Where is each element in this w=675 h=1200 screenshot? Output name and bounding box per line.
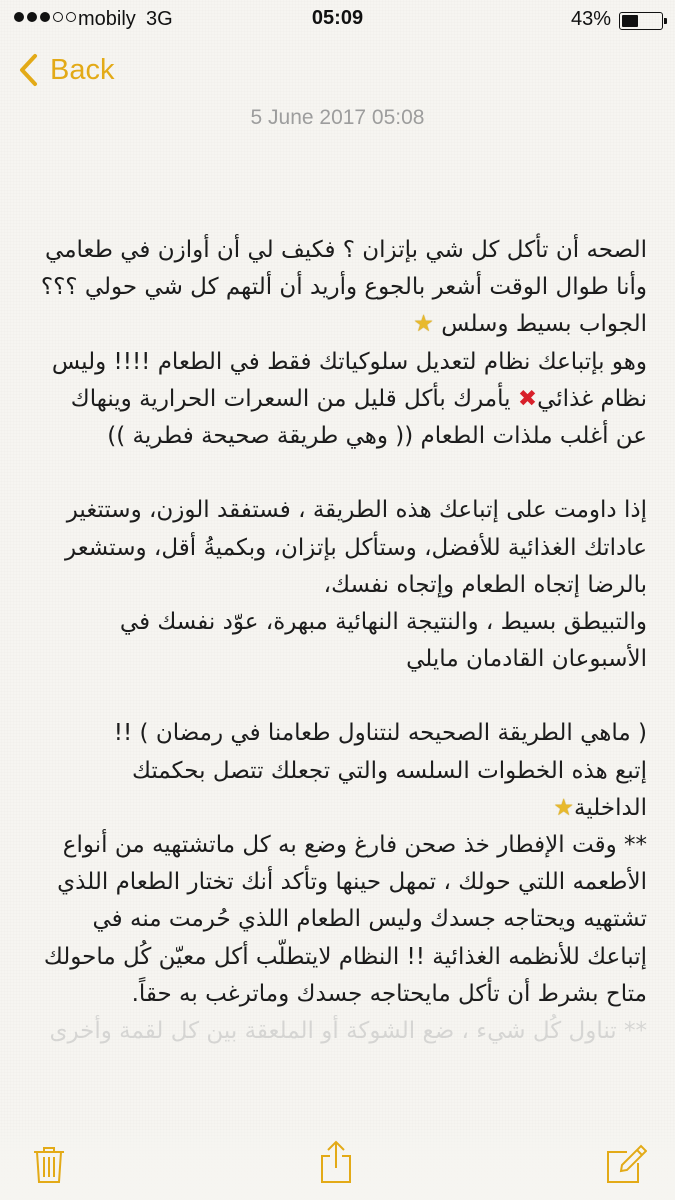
network-type: 3G (146, 8, 173, 30)
note-line: نظام غذائي✖ يأمرك بأكل قليل من السعرات الحرارية وينهاك (70, 385, 647, 412)
trash-icon (32, 1169, 66, 1188)
status-time: 05:09 (311, 7, 364, 29)
bottom-toolbar (0, 1128, 675, 1200)
cross-mark-icon: ✖ (517, 385, 538, 412)
back-button[interactable] (18, 48, 114, 92)
status-bar (0, 0, 675, 40)
star-icon: ★ (553, 794, 575, 821)
note-line: ** وقت الإفطار خذ صحن فارغ وضع به كل ماتشتهيه من أنواع (62, 832, 647, 858)
note-line: الأسبوعان القادمان مايلي (406, 646, 647, 673)
note-line: ( ماهي الطريقة الصحيحه لنتناول طعامنا في رمضان ) !! (113, 720, 647, 747)
note-line: الصحه أن تأكل كل شي بإتزان ؟ فكيف لي أن أوازن في طعامي (45, 237, 647, 263)
note-body[interactable] (28, 232, 647, 1050)
battery-fill (622, 15, 638, 27)
note-line: ** تناول كُل شيء ، ضع الشوكة أو الملعقة بين كل لقمة وأخرى (49, 1017, 647, 1044)
note-date: 5 June 2017 05:08 (250, 106, 425, 129)
note-line (28, 678, 647, 715)
note-line: إتباعك للأنظمه الغذائية !! النظام لايتطلّب أكل معيّن كُل ماحولك (43, 943, 647, 970)
chevron-left-icon (18, 53, 38, 87)
compose-button[interactable] (605, 1144, 647, 1188)
battery-icon (619, 12, 663, 30)
note-line: الجواب بسيط وسلس ★ (413, 311, 647, 338)
note-line: وأنا طوال الوقت أشعر بالجوع وأريد أن ألتهم كل شي حولي ؟؟؟ (40, 274, 647, 301)
note-line: الأطعمه اللتي حولك ، تمهل حينها وتأكد أنك تختار الطعام اللذي (57, 869, 647, 896)
compose-icon (605, 1169, 647, 1188)
note-line: وهو بإتباعك نظام لتعديل سلوكياتك فقط في الطعام !!!! وليس (51, 348, 647, 375)
share-icon (318, 1169, 354, 1188)
note-line: عن أغلب ملذات الطعام (( وهي طريقة صحيحة فطرية )) (107, 422, 647, 449)
note-line: إذا داومت على إتباعك هذه الطريقة ، فستفقد الوزن، وستتغير (66, 497, 647, 524)
battery-percent: 43% (570, 8, 611, 30)
note-line (28, 455, 647, 492)
carrier-name: mobily (78, 8, 136, 30)
note-line: متاح بشرط أن تأكل مايحتاجه جسدك وماترغب به حقاً. (131, 980, 647, 1007)
note-line: تشتهيه ويحتاجه جسدك وليس الطعام اللذي حُرمت منه في (92, 906, 647, 933)
back-label: Back (50, 53, 115, 86)
star-icon: ★ (413, 311, 434, 338)
note-line: الداخلية★ (553, 794, 647, 821)
trash-button[interactable] (32, 1144, 66, 1188)
note-line: والتبيطق بسيط ، والنتيجة النهائية مبهرة، عوّد نفسك في (119, 608, 647, 635)
note-line: بالرضا إتجاه الطعام وإتجاه نفسك، (323, 571, 647, 598)
note-line: إتبع هذه الخطوات السلسه والتي تجعلك تتصل بحكمتك (131, 757, 647, 784)
note-line: عاداتك الغذائية للأفضل، وستأكل بإتزان، وبكميةُ أقل، وستشعر (65, 534, 647, 561)
share-button[interactable] (318, 1140, 354, 1188)
